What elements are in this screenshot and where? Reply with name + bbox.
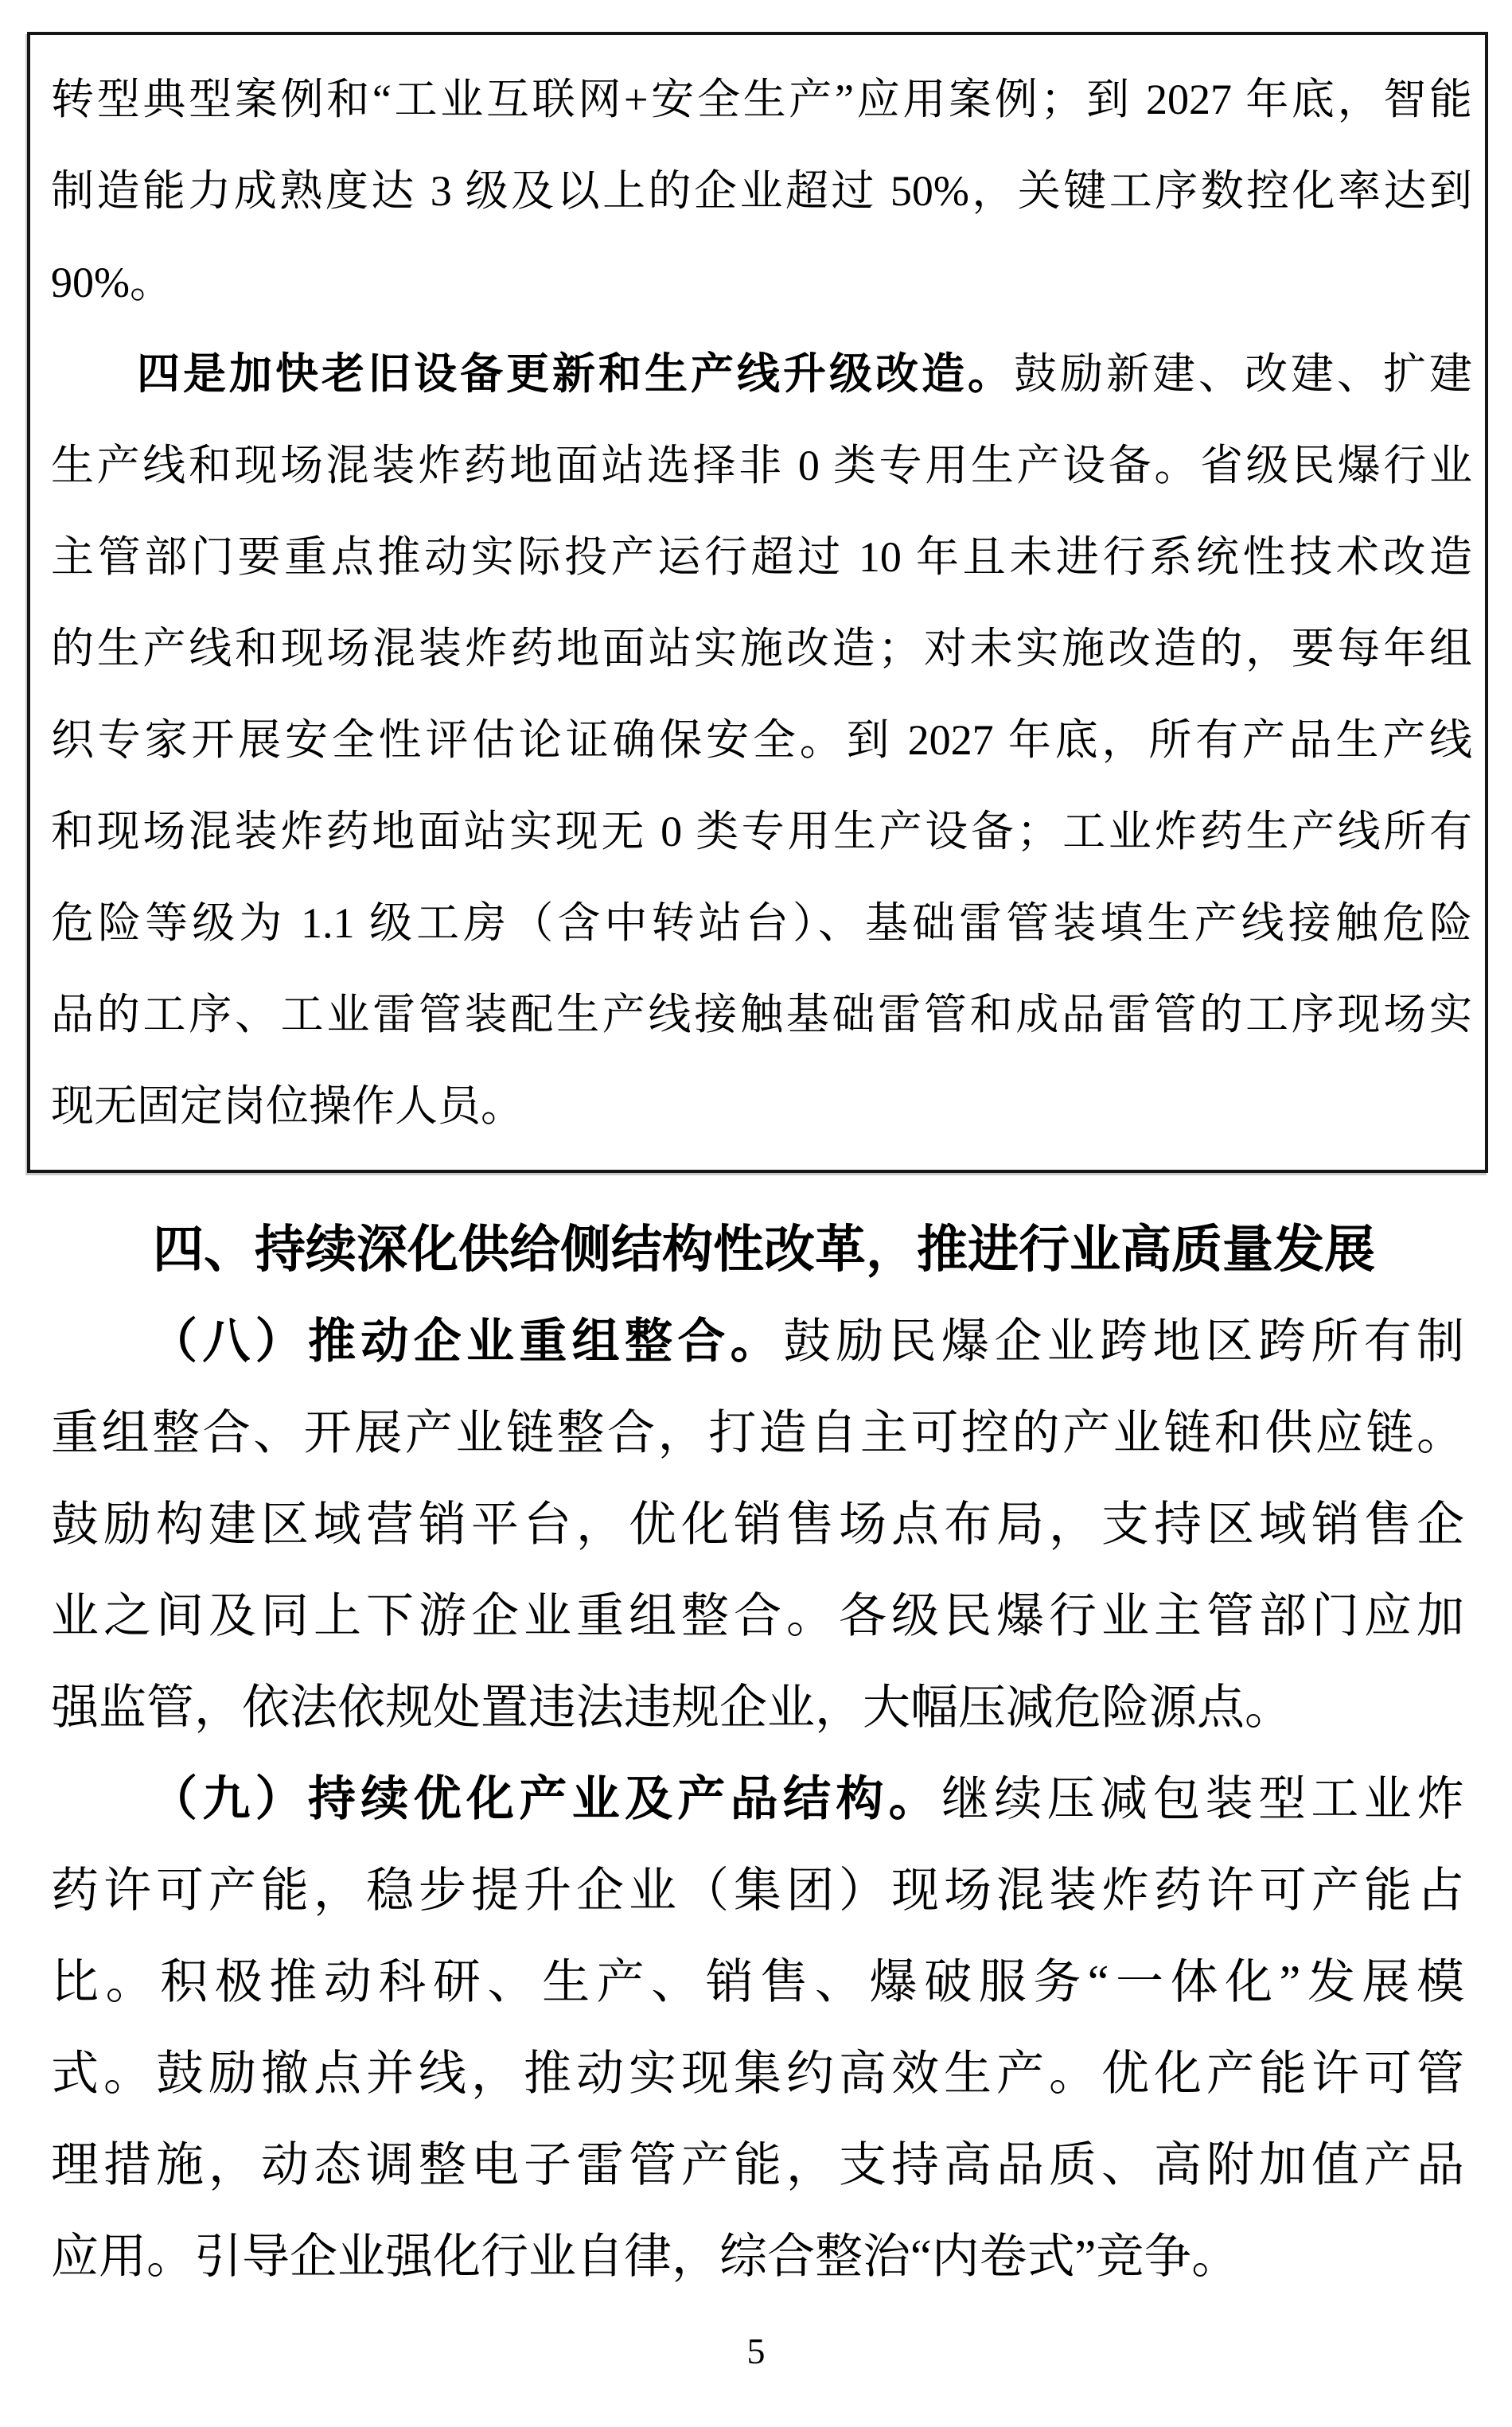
text-line: 鼓励构建区域营销平台，优化销售场点布局，支持区域销售企 bbox=[51, 1498, 1464, 1551]
text-line: 业之间及同上下游企业重组整合。各级民爆行业主管部门应加 bbox=[51, 1590, 1464, 1642]
text-line: 强监管，依法依规处置违法违规企业，大幅压减危险源点。 bbox=[51, 1681, 1292, 1734]
text-line: 生产线和现场混装炸药地面站选择非 0 类专用生产设备。省级民爆行业 bbox=[51, 442, 1472, 489]
text-line: 和现场混装炸药地面站实现无 0 类专用生产设备；工业炸药生产线所有 bbox=[51, 808, 1472, 855]
line-text: 继续压减包装型工业炸 bbox=[941, 1773, 1464, 1825]
line-text: 鼓励新建、改建、扩建 bbox=[1014, 350, 1472, 398]
text-line: 织专家开展安全性评估论证确保安全。到 2027 年底，所有产品生产线 bbox=[51, 716, 1472, 764]
text-line: 药许可产能，稳步提升企业（集团）现场混装炸药许可产能占 bbox=[51, 1864, 1464, 1917]
bold-lead: （九）持续优化产业及产品结构。 bbox=[150, 1773, 941, 1825]
text-line: 制造能力成熟度达 3 级及以上的企业超过 50%，关键工序数控化率达到 bbox=[51, 167, 1472, 215]
text-line: 式。鼓励撤点并线，推动实现集约高效生产。优化产能许可管 bbox=[51, 2047, 1464, 2100]
text-line: 重组整合、开展产业链整合，打造自主可控的产业链和供应链。 bbox=[51, 1407, 1464, 1459]
text-line: 主管部门要重点推动实际投产运行超过 10 年且未进行系统性技术改造 bbox=[51, 533, 1472, 581]
section-heading: 四、持续深化供给侧结构性改革，推进行业高质量发展 bbox=[153, 1221, 1375, 1278]
text-line: 的生产线和现场混装炸药地面站实施改造；对未实施改造的，要每年组 bbox=[51, 625, 1472, 672]
highlight-box bbox=[27, 32, 1488, 1173]
section-four bbox=[51, 1203, 1464, 2303]
bold-lead: 四是加快老旧设备更新和生产线升级改造。 bbox=[137, 350, 1014, 398]
text-line: 90%。 bbox=[51, 259, 173, 306]
text-line bbox=[51, 1754, 1464, 1845]
text-line: 品的工序、工业雷管装配生产线接触基础雷管和成品雷管的工序现场实 bbox=[51, 991, 1472, 1038]
bold-lead: （八）推动企业重组整合。 bbox=[150, 1315, 783, 1368]
text-line: 现无固定岗位操作人员。 bbox=[51, 1082, 524, 1130]
text-line bbox=[51, 329, 1472, 420]
text-line bbox=[51, 1296, 1464, 1388]
text-line: 理措施，动态调整电子雷管产能，支持高品质、高附加值产品 bbox=[51, 2139, 1464, 2191]
text-line: 应用。引导企业强化行业自律，综合整治“内卷式”竞争。 bbox=[51, 2230, 1240, 2283]
line-text: 鼓励民爆企业跨地区跨所有制 bbox=[783, 1315, 1464, 1368]
text-line: 比。积极推动科研、生产、销售、爆破服务“一体化”发展模 bbox=[51, 1956, 1464, 2008]
text-line: 转型典型案例和“工业互联网+安全生产”应用案例；到 2027 年底，智能 bbox=[51, 76, 1472, 123]
text-line: 危险等级为 1.1 级工房（含中转站台）、基础雷管装填生产线接触危险 bbox=[51, 899, 1472, 947]
page-number: 5 bbox=[746, 2331, 766, 2371]
